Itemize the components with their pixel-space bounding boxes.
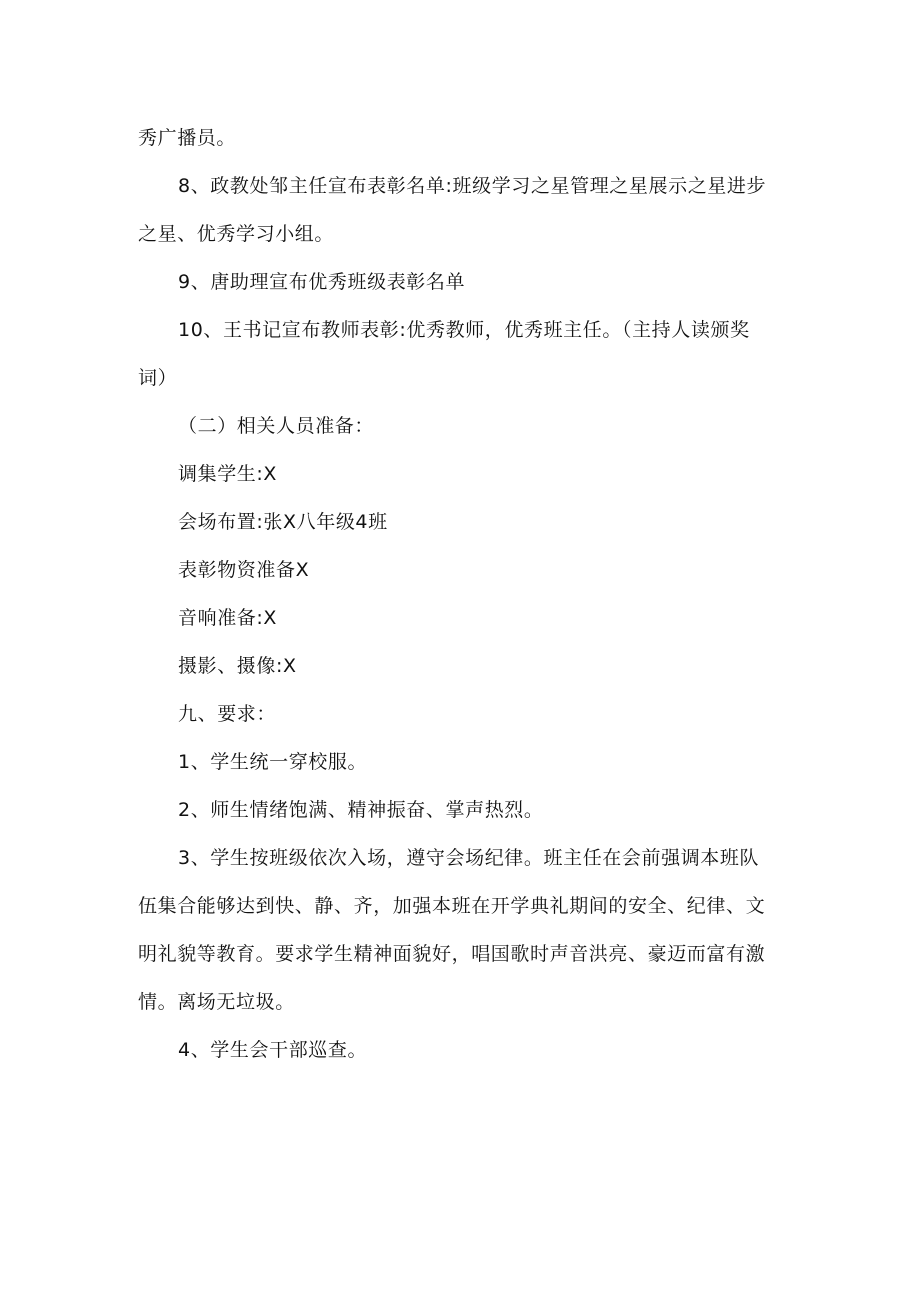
text-line: 表彰物资准备X [178,559,310,581]
text-line: 摄影、摄像:X [178,655,297,677]
text-line: 2、师生情绪饱满、精神振奋、掌声热烈。 [178,799,544,821]
text-line: 秀广播员。 [138,127,237,149]
text-line: 4、学生会干部巡查。 [178,1039,368,1061]
text-line: 10、王书记宣布教师表彰:优秀教师，优秀班主任。（主持人读颁奖 [178,319,750,341]
text-line: 3、学生按班级依次入场，遵守会场纪律。班主任在会前强调本班队 [178,847,760,869]
text-line: 8、政教处邹主任宣布表彰名单:班级学习之星管理之星展示之星进步 [178,175,767,197]
text-line: 明礼貌等教育。要求学生精神面貌好，唱国歌时声音洪亮、豪迈而富有激 [138,943,766,965]
text-line: 词） [138,367,178,389]
text-line: 1、学生统一穿校服。 [178,751,368,773]
section-heading: （二）相关人员准备： [178,415,375,437]
text-line: 伍集合能够达到快、静、齐，加强本班在开学典礼期间的安全、纪律、文 [138,895,766,917]
section-heading: 九、要求： [178,703,277,725]
text-line: 音响准备:X [178,607,278,629]
text-line: 情。离场无垃圾。 [138,991,295,1013]
text-line: 调集学生:X [178,463,278,485]
text-line: 9、唐助理宣布优秀班级表彰名单 [178,271,466,293]
text-line: 会场布置:张X八年级4班 [178,511,388,533]
text-line: 之星、优秀学习小组。 [138,223,335,245]
